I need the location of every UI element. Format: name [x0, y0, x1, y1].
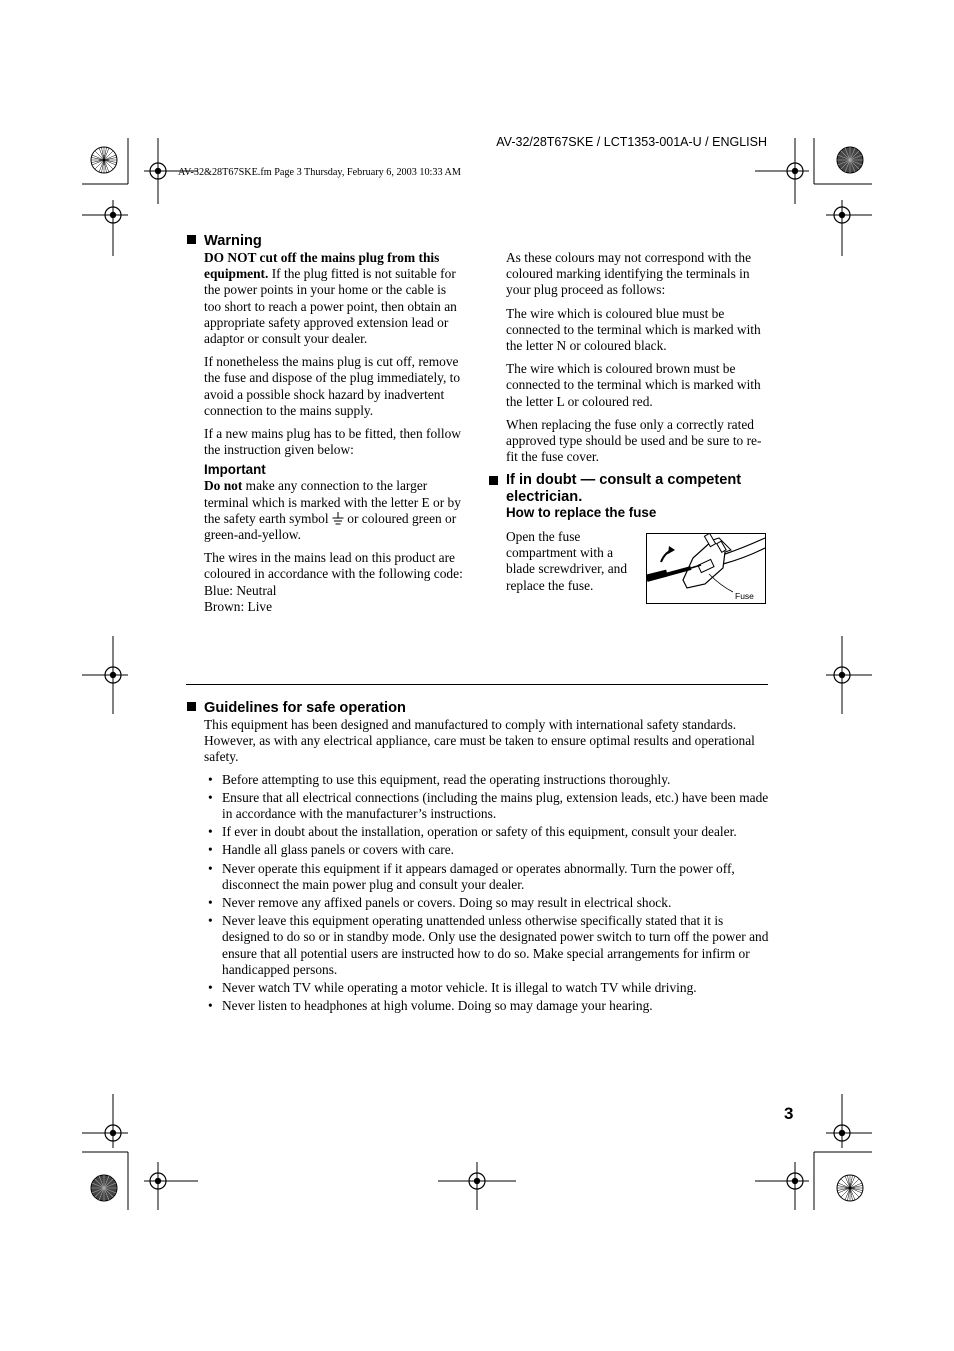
fuse-replace-paragraph: When replacing the fuse only a correctly rated approved type should be used and be sure to re-fit the fuse cover.	[506, 416, 762, 465]
file-info-line: AV-32&28T67SKE.fm Page 3 Thursday, February 6, 2003 10:33 AM	[178, 167, 461, 178]
fuse-instructions: Open the fuse compartment with a blade screwdriver, and replace the fuse.	[506, 529, 628, 593]
warning-p1-text: If the plug fitted is not suitable for the power points in your home or the cable is too short to reach a power point, then obtain an appropriate safety approved extension lead or adaptor or consult your dealer.	[204, 266, 457, 347]
list-item: • Never listen to headphones at high volume. Doing so may damage your hearing.	[204, 998, 770, 1014]
page-number: 3	[784, 1104, 794, 1123]
guidelines-intro: This equipment has been designed and manufactured to comply with international safety standards. However, as with any electrical appliance, care must be taken to ensure optimal results and operational safety.	[204, 717, 755, 765]
important-text-2: or coloured green or green-and-yellow.	[204, 510, 457, 543]
warning-paragraph-1	[204, 250, 466, 347]
important-bold-lead: Do not	[204, 478, 243, 494]
blue-wire-paragraph: The wire which is coloured blue must be connected to the terminal which is marked with the letter N or coloured black.	[506, 305, 761, 354]
warning-bold-lead: DO NOT cut off the mains plug from this equipment.	[204, 250, 440, 282]
fuse-label: Fuse	[735, 591, 754, 601]
list-item: • Never remove any affixed panels or covers. Doing so may result in electrical shock.	[204, 895, 770, 911]
important-paragraph	[204, 478, 466, 543]
list-item: • Ensure that all electrical connections (including the mains plug, extension leads, etc.) have been made in accordance with the manufacturer’s instructions.	[204, 790, 770, 822]
earth-symbol-icon	[332, 512, 344, 526]
list-item: • Handle all glass panels or covers with care.	[204, 842, 770, 858]
list-item: • Never operate this equipment if it appears damaged or operates abnormally. Turn the power off, disconnect the main power plug and consult your dealer.	[204, 861, 770, 893]
section-bullet-icon	[187, 235, 196, 244]
guidelines-section	[204, 717, 770, 1016]
important-text-1: make any connection to the larger terminal which is marked with the letter E or by the safety earth symbol	[204, 478, 461, 526]
wire-blue-line: Blue: Neutral	[204, 582, 277, 598]
list-item: • Never leave this equipment operating unattended unless otherwise specifically stated that it is designed to do so or in standby mode. Only use the designated power switch to turn off the power and ensure that all potential users are instructed how to do so. Make special arrangements for infirm or handicapped persons.	[204, 913, 770, 978]
important-heading: Important	[204, 462, 266, 478]
wire-code-paragraph: The wires in the mains lead on this product are coloured in accordance with the following code:	[204, 550, 463, 582]
warning-heading: Warning	[204, 233, 262, 249]
section-divider	[186, 684, 768, 685]
colours-paragraph: As these colours may not correspond with the coloured marking identifying the terminals in your plug proceed as follows:	[506, 250, 752, 298]
warning-column	[204, 250, 466, 615]
section-bullet-icon	[489, 476, 498, 485]
guidelines-list	[204, 772, 770, 1015]
section-bullet-icon	[187, 702, 196, 711]
warning-paragraph-2: If nonetheless the mains plug is cut off, remove the fuse and dispose of the plug immediately, to avoid a possible shock hazard by inadvertent connection to the mains supply.	[204, 354, 461, 418]
list-item: • Before attempting to use this equipment, read the operating instructions thoroughly.	[204, 772, 770, 788]
fuse-heading: How to replace the fuse	[506, 505, 657, 520]
warning-paragraph-3: If a new mains plug has to be fitted, then follow the instruction given below:	[204, 426, 461, 458]
right-column	[506, 250, 768, 472]
wire-brown-line: Brown: Live	[204, 598, 273, 614]
guidelines-heading: Guidelines for safe operation	[204, 700, 406, 716]
doubt-heading: If in doubt — consult a competent electrician.	[506, 472, 742, 505]
brown-wire-paragraph: The wire which is coloured brown must be connected to the terminal which is marked with the letter L or coloured red.	[506, 361, 761, 409]
list-item: • If ever in doubt about the installation, operation or safety of this equipment, consult your dealer.	[204, 824, 770, 840]
doc-code-header: AV-32/28T67SKE / LCT1353-001A-U / ENGLISH	[496, 135, 767, 149]
list-item: • Never watch TV while operating a motor vehicle. It is illegal to watch TV while driving.	[204, 980, 770, 996]
